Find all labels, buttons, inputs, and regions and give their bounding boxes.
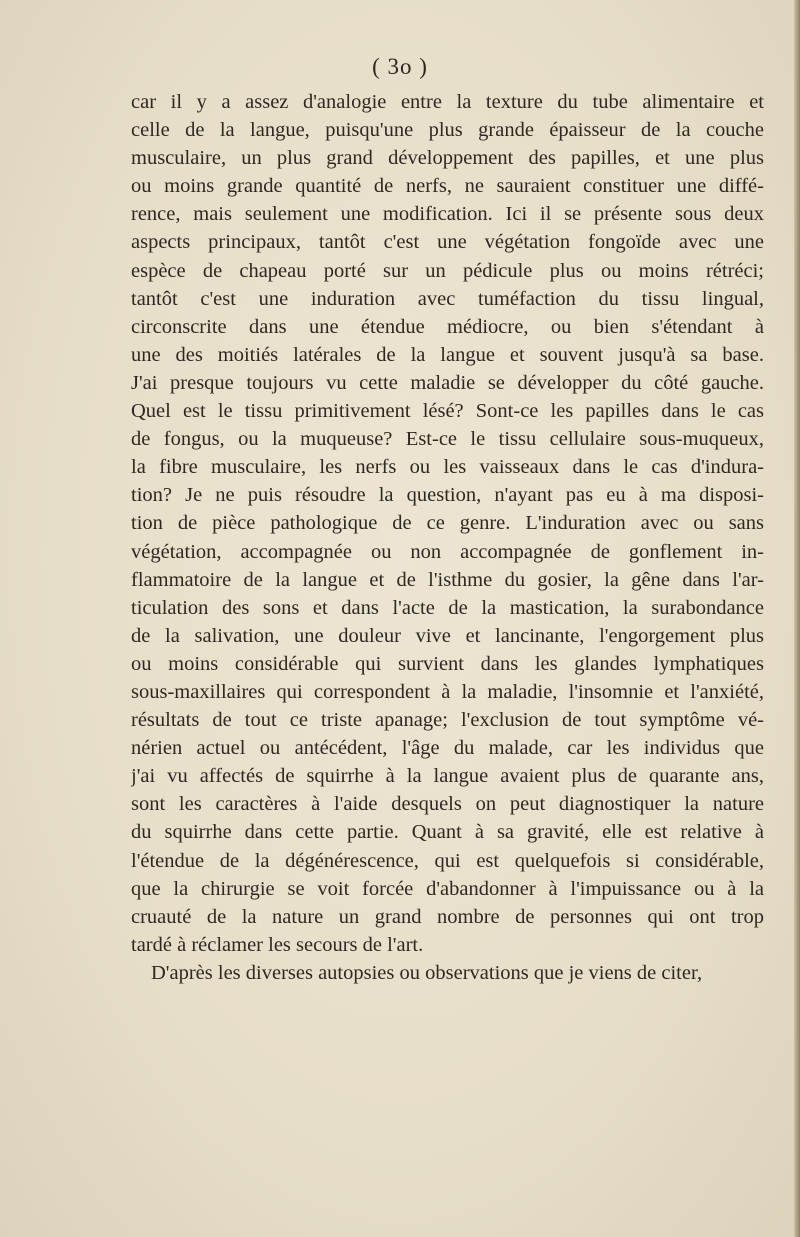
text-line: la fibre musculaire, les nerfs ou les vaisseaux dans le cas d'indura- [131, 456, 764, 479]
text-line: que la chirurgie se voit forcée d'abandonner à l'impuissance ou à la [131, 877, 764, 900]
text-line: D'après les diverses autopsies ou observations que je viens de citer, [151, 961, 703, 984]
page-number: ( 3o ) [372, 54, 428, 79]
text-line: nérien actuel ou antécédent, l'âge du malade, car les individus que [131, 737, 764, 760]
text-line: de la salivation, une douleur vive et lancinante, l'engorgement plus [131, 624, 764, 647]
text-line: J'ai presque toujours vu cette maladie se développer du côté gauche. [131, 371, 764, 394]
text-line: flammatoire de la langue et de l'isthme du gosier, la gêne dans l'ar- [131, 568, 764, 591]
text-line: tantôt c'est une induration avec tuméfaction du tissu lingual, [131, 287, 764, 310]
text-line: celle de la langue, puisqu'une plus grande épaisseur de la couche [131, 119, 764, 142]
text-line: Quel est le tissu primitivement lésé? Sont-ce les papilles dans le cas [131, 400, 764, 423]
text-line: ticulation des sons et dans l'acte de la mastication, la surabondance [131, 596, 764, 619]
text-line: végétation, accompagnée ou non accompagnée de gonflement in- [131, 540, 764, 563]
text-line: rence, mais seulement une modification. Ici il se présente sous deux [131, 203, 764, 226]
text-line: ou moins considérable qui survient dans les glandes lymphatiques [131, 652, 764, 675]
text-line: sont les caractères à l'aide desquels on peut diagnostiquer la nature [131, 793, 764, 816]
text-line: de fongus, ou la muqueuse? Est-ce le tissu cellulaire sous-muqueux, [131, 428, 764, 451]
text-line: circonscrite dans une étendue médiocre, ou bien s'étendant à [131, 315, 764, 338]
text-line: tion de pièce pathologique de ce genre. L'induration avec ou sans [131, 512, 764, 535]
text-line: musculaire, un plus grand développement des papilles, et une plus [131, 147, 764, 170]
text-line: tardé à réclamer les secours de l'art. [131, 933, 424, 956]
text-line: du squirrhe dans cette partie. Quant à sa gravité, elle est relative à [131, 821, 764, 844]
text-line: aspects principaux, tantôt c'est une végétation fongoïde avec une [131, 231, 764, 254]
text-line: sous-maxillaires qui correspondent à la maladie, l'insomnie et l'anxiété, [131, 680, 764, 703]
text-line: j'ai vu affectés de squirrhe à la langue avaient plus de quarante ans, [131, 765, 764, 788]
text-line: résultats de tout ce triste apanage; l'exclusion de tout symptôme vé- [131, 709, 764, 732]
body-text [131, 88, 793, 987]
text-line: une des moitiés latérales de la langue et souvent jusqu'à sa base. [131, 343, 764, 366]
text-line: car il y a assez d'analogie entre la texture du tube alimentaire et [131, 91, 764, 113]
text-line: cruauté de la nature un grand nombre de personnes qui ont trop [131, 905, 764, 928]
text-line: ou moins grande quantité de nerfs, ne sauraient constituer une diffé- [131, 175, 764, 198]
text-line: tion? Je ne puis résoudre la question, n'ayant pas eu à ma disposi- [131, 484, 764, 507]
page-edge-shadow [794, 0, 800, 1237]
text-line: espèce de chapeau porté sur un pédicule plus ou moins rétréci; [131, 259, 764, 282]
text-line: l'étendue de la dégénérescence, qui est quelquefois si considérable, [131, 849, 764, 872]
